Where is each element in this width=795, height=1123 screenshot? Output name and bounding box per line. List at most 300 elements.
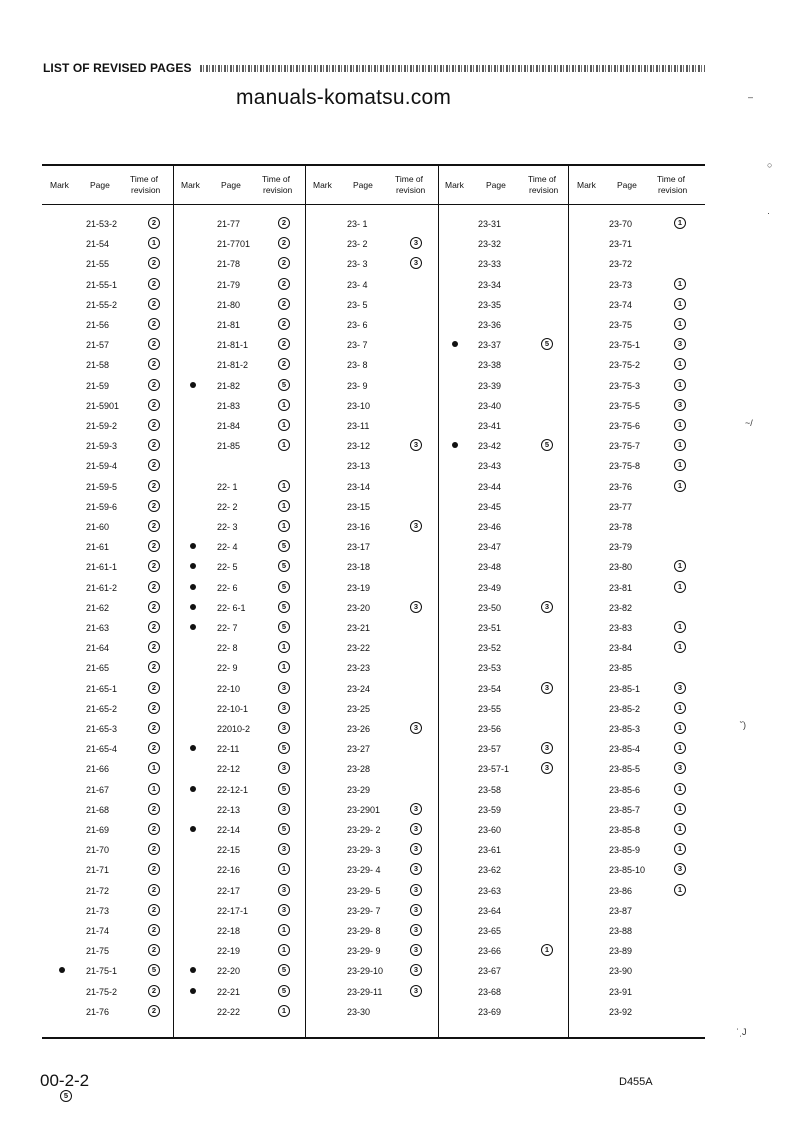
page-number-cell: 22-10-1 [217,703,249,714]
page-number-cell: 23-85-3 [609,724,641,734]
page-number-cell: 23-57 [478,744,502,755]
revision-number-badge: 1 [148,237,160,249]
page-number-cell: 22- 8 [217,643,238,654]
page-number-cell: 23-29- 4 [347,865,381,876]
page-number-cell: 21-57 [86,340,110,351]
revision-number-badge: 3 [410,924,422,936]
page-number-cell: 21-85 [217,441,241,452]
page-number-cell: 21-69 [86,825,110,835]
revision-number-badge: 2 [278,217,290,229]
page-number-cell: 22- 3 [217,522,238,532]
revision-number-badge: 2 [148,1005,160,1017]
page-number-cell: 21-76 [86,1006,110,1017]
revision-number-badge: 5 [278,540,290,552]
page-number-cell: 21-79 [217,279,241,290]
page-number-cell: 21-58 [86,360,110,371]
page-number-cell: 21-75 [86,946,110,957]
revision-number-badge: 1 [278,944,290,956]
page-number-cell: 23-2901 [347,804,381,815]
revision-number-badge: 1 [674,439,686,451]
page-number-cell: 21-55 [86,259,110,270]
page-number-cell: 23-75-5 [609,400,641,411]
page-number-cell: 21-66 [86,764,110,775]
revision-number-badge: 2 [148,500,160,512]
revision-number-badge: 3 [410,985,422,997]
revision-number-badge: 1 [674,419,686,431]
revision-number-badge: 2 [148,985,160,997]
page-number-cell: 23-28 [347,764,371,775]
page-number-cell: 23-80 [609,562,633,573]
page-number-cell: 23-44 [478,481,502,492]
page-number-cell: 23-45 [478,501,502,512]
revision-number-badge: 5 [278,601,290,613]
page-number-cell: 22- 6-1 [217,602,246,613]
page-number-cell: 23- 8 [347,360,368,371]
page-number-cell: 21-83 [217,400,241,411]
revision-number-badge: 1 [674,217,686,229]
revision-number-badge: 1 [674,884,686,896]
page-number-cell: 21-59-2 [86,421,118,431]
page-number-cell: 21-70 [86,845,110,856]
revision-number-badge: 3 [541,742,553,754]
revision-number-badge: 5 [278,581,290,593]
page-number-cell: 23-91 [609,986,633,997]
revision-number-badge: 1 [674,480,686,492]
page-title: LIST OF REVISED PAGES [43,61,192,75]
page-number-cell: 23-46 [478,522,502,532]
revision-number-badge: 1 [674,581,686,593]
page-number-cell: 22- 9 [217,663,238,674]
header-page: Page [486,180,506,190]
page-number-cell: 22- 7 [217,623,238,633]
header-page: Page [353,180,373,190]
revision-number-badge: 2 [278,298,290,310]
revision-number-badge: 2 [148,884,160,896]
page-number-cell: 23-85-4 [609,744,641,755]
page-number-cell: 23-90 [609,966,633,977]
page-number-cell: 23-13 [347,461,371,472]
revision-number-badge: 1 [278,439,290,451]
page-number-cell: 23-75-6 [609,421,641,431]
page-number-cell: 23-43 [478,461,502,472]
page-number-cell: 21-59-3 [86,441,118,452]
page-number-cell: 23-72 [609,259,633,270]
revision-mark-dot [190,967,196,973]
page-number-cell: 21-75-2 [86,986,118,997]
page-number-cell: 21-68 [86,804,110,815]
page-number-cell: 23-25 [347,703,371,714]
revision-number-badge: 1 [674,459,686,471]
revision-number-badge: 2 [278,358,290,370]
revision-number-badge: 2 [148,661,160,673]
header-page: Page [90,180,110,190]
page-number-cell: 23-54 [478,683,502,694]
page-number-cell: 23-68 [478,986,502,997]
page-number-cell: 23-75-8 [609,461,641,472]
revision-mark-dot [452,442,458,448]
page-number-cell: 23- 7 [347,340,368,351]
revision-number-badge: 2 [148,298,160,310]
revision-number-badge: 2 [148,419,160,431]
page-number-cell: 21-64 [86,643,110,654]
revision-number-badge: 2 [148,540,160,552]
page-number-cell: 21-84 [217,421,241,431]
revision-number-badge: 2 [278,278,290,290]
page-number-cell: 23-82 [609,602,633,613]
page-number-cell: 23-83 [609,623,633,633]
header-page: Page [221,180,241,190]
revision-number-badge: 3 [410,964,422,976]
page-number-cell: 22- 6 [217,582,238,593]
revision-number-badge: 3 [410,803,422,815]
page-number-cell: 22-15 [217,845,241,856]
page-number-cell: 23-85-7 [609,804,641,815]
page-number-cell: 23-26 [347,724,371,734]
revision-number-badge: 3 [278,884,290,896]
page-number-cell: 21-61 [86,542,110,553]
revision-number-badge: 3 [410,863,422,875]
revision-number-badge: 2 [148,601,160,613]
header-mark: Mark [445,180,464,190]
page-number-cell: 21-55-1 [86,279,118,290]
page-number-cell: 21-62 [86,602,110,613]
page-number-cell: 23-86 [609,885,633,896]
revision-number-badge: 2 [148,257,160,269]
revision-number-badge: 3 [278,762,290,774]
revision-number-badge: 1 [278,641,290,653]
page-number-cell: 22-16 [217,865,241,876]
page-number-cell: 23-56 [478,724,502,734]
page-number-cell: 23-24 [347,683,371,694]
page-number-cell: 22010-2 [217,724,251,734]
page-number-cell: 21-65-4 [86,744,118,755]
revision-number-badge: 1 [674,379,686,391]
scan-speck: ○ [767,160,773,170]
revision-number-badge: 1 [541,944,553,956]
page-number-cell: 23-85-9 [609,845,641,856]
scan-speck: ~/ [745,418,753,428]
revision-number-badge: 2 [148,722,160,734]
header-time-of-revision-line1: Time of [528,174,557,184]
revision-number-badge: 1 [674,358,686,370]
column-divider [568,164,569,1039]
scan-speck: ʿˌJ [736,1027,747,1037]
page-number-cell: 23-23 [347,663,371,674]
page-number-cell: 23- 3 [347,259,368,270]
revision-number-badge: 1 [674,702,686,714]
page-number-cell: 23-66 [478,946,502,957]
revision-number-badge: 2 [148,863,160,875]
page-number-cell: 23-84 [609,643,633,654]
page-number-cell: 22-20 [217,966,241,977]
revision-number-badge: 5 [541,439,553,451]
page-number-cell: 23-15 [347,501,371,512]
page-number-cell: 23-76 [609,481,633,492]
revision-number-badge: 2 [148,459,160,471]
page-number-cell: 23-19 [347,582,371,593]
page-number-cell: 23-58 [478,784,502,795]
page-number-cell: 23-32 [478,239,502,250]
revision-mark-dot [190,826,196,832]
page-number-cell: 23-70 [609,219,633,229]
revision-number-badge: 3 [410,439,422,451]
revision-number-badge: 1 [674,560,686,572]
page-number-cell: 23-29 [347,784,371,795]
page-number-cell: 22- 1 [217,481,238,492]
revision-number-badge: 2 [148,641,160,653]
header-time-of-revision-line2: revision [131,185,161,195]
revision-number-badge: 3 [410,843,422,855]
revision-number-badge: 2 [148,358,160,370]
page-number-cell: 23-60 [478,825,502,835]
page-number-cell: 23-39 [478,380,502,391]
revision-number-badge: 5 [278,742,290,754]
header-time-of-revision-line1: Time of [262,174,291,184]
revision-number-badge: 3 [278,803,290,815]
revision-number-badge: 3 [410,884,422,896]
revision-number-badge: 3 [278,904,290,916]
page-number-cell: 23-89 [609,946,633,957]
revision-mark-dot [190,786,196,792]
revision-number-badge: 5 [541,338,553,350]
page-number-cell: 21-56 [86,320,110,330]
revision-number-badge: 1 [278,661,290,673]
page-number-cell: 23-47 [478,542,502,553]
page-number-cell: 23-29- 9 [347,946,381,957]
page-number-cell: 23-85-6 [609,784,641,795]
revision-mark-dot [190,604,196,610]
table-bottom-rule [42,1037,705,1039]
page-number-cell: 23-10 [347,400,371,411]
page-revision-badge: 5 [60,1090,72,1102]
page-number-cell: 23-55 [478,703,502,714]
header-time-of-revision-line2: revision [658,185,688,195]
page-number-cell: 22-22 [217,1006,241,1017]
page-number-cell: 23-62 [478,865,502,876]
page-number-cell: 21-81-1 [217,340,249,351]
page-number-cell: 21-59-6 [86,501,118,512]
page-number-cell: 23- 2 [347,239,368,250]
page-number-cell: 23-50 [478,602,502,613]
revision-number-badge: 1 [278,500,290,512]
page-number-cell: 23-11 [347,421,370,431]
page-number-cell: 23-14 [347,481,371,492]
revision-number-badge: 2 [148,924,160,936]
page-number-cell: 23-49 [478,582,502,593]
page-number-cell: 22-12 [217,764,241,775]
page-number-cell: 21-80 [217,299,241,310]
page-number-cell: 23-18 [347,562,371,573]
revision-number-badge: 3 [541,601,553,613]
page-number-cell: 23-31 [478,219,502,229]
header-mark: Mark [50,180,69,190]
revision-number-badge: 2 [148,944,160,956]
page-number-cell: 21-54 [86,239,110,250]
revision-number-badge: 1 [674,621,686,633]
revision-number-badge: 5 [148,964,160,976]
page-number-cell: 23-71 [609,239,633,250]
revision-number-badge: 2 [148,217,160,229]
revision-number-badge: 1 [278,924,290,936]
header-time-of-revision-line1: Time of [130,174,159,184]
revision-number-badge: 1 [148,762,160,774]
header-time-of-revision-line1: Time of [395,174,424,184]
revision-number-badge: 3 [674,399,686,411]
revision-number-badge: 2 [148,742,160,754]
page-number-cell: 23-12 [347,441,371,452]
header-page: Page [617,180,637,190]
revision-number-badge: 3 [674,863,686,875]
revision-number-badge: 2 [148,823,160,835]
page-number-cell: 23-29-10 [347,966,384,977]
revision-number-badge: 1 [148,783,160,795]
page-number-cell: 21-65-3 [86,724,118,734]
page-number-cell: 23-59 [478,804,502,815]
page-number-cell: 23-61 [478,845,502,856]
revision-mark-dot [190,382,196,388]
page-number-cell: 23-20 [347,602,371,613]
page-number-cell: 23-64 [478,905,502,916]
page-number-cell: 23-74 [609,299,633,310]
page-number-cell: 23-52 [478,643,502,654]
page-number-cell: 23-42 [478,441,502,452]
page-number-cell: 22-14 [217,825,241,835]
revision-number-badge: 2 [148,682,160,694]
page-number-cell: 23-85-1 [609,683,641,694]
page-number-cell: 23-81 [609,582,633,593]
page-number-cell: 22- 2 [217,501,238,512]
revision-number-badge: 1 [278,863,290,875]
page-number-cell: 23-51 [478,623,502,633]
revision-number-badge: 5 [278,985,290,997]
revision-mark-dot [190,745,196,751]
revision-number-badge: 2 [148,904,160,916]
page-number-cell: 23-16 [347,522,371,532]
page-number-cell: 23-40 [478,400,502,411]
revision-number-badge: 1 [674,298,686,310]
page-number-cell: 21-5901 [86,400,120,411]
page-number-cell: 23- 6 [347,320,368,330]
revision-number-badge: 1 [674,823,686,835]
page-number-cell: 22-11 [217,744,240,755]
column-divider [305,164,306,1039]
header-time-of-revision-line2: revision [396,185,426,195]
page-number-cell: 23-85 [609,663,633,674]
header-time-of-revision-line2: revision [529,185,559,195]
revision-number-badge: 3 [278,682,290,694]
revision-number-badge: 3 [410,722,422,734]
revision-mark-dot [59,967,65,973]
page-number-cell: 23- 1 [347,219,368,229]
page-number-cell: 22-18 [217,926,241,936]
page-number-cell: 23-48 [478,562,502,573]
revision-number-badge: 2 [148,338,160,350]
page-number-cell: 23-57-1 [478,764,510,775]
page-number-cell: 23-29- 5 [347,885,381,896]
page-number-cell: 23-73 [609,279,633,290]
page-number-cell: 23-69 [478,1006,502,1017]
revision-number-badge: 5 [278,379,290,391]
revision-number-badge: 1 [278,1005,290,1017]
revision-number-badge: 5 [278,621,290,633]
page-number-cell: 23-75 [609,320,633,330]
revision-number-badge: 3 [410,257,422,269]
page-number-cell: 23-88 [609,926,633,936]
revision-number-badge: 1 [674,278,686,290]
revision-number-badge: 3 [674,762,686,774]
revision-number-badge: 1 [278,419,290,431]
revision-number-badge: 3 [410,520,422,532]
revision-number-badge: 1 [674,722,686,734]
page-number-cell: 23-85-8 [609,825,641,835]
revision-number-badge: 2 [148,318,160,330]
revision-number-badge: 3 [278,843,290,855]
scan-speck: – [748,92,754,102]
page-number-cell: 21-73 [86,905,110,916]
page-number-cell: 23-38 [478,360,502,371]
revision-mark-dot [190,988,196,994]
page-number-cell: 23-85-2 [609,703,641,714]
revision-number-badge: 2 [148,439,160,451]
page-number-cell: 23-36 [478,320,502,330]
scan-speck: · [767,208,770,218]
page-number-cell: 21-75-1 [86,966,118,977]
page-number-cell: 21-81-2 [217,360,249,371]
page-number-cell: 23-75-1 [609,340,641,351]
page-number-cell: 21-67 [86,784,110,795]
page-number-cell: 22- 5 [217,562,238,573]
page-number-cell: 23-22 [347,643,371,654]
revision-number-badge: 1 [674,742,686,754]
revision-number-badge: 2 [278,318,290,330]
header-time-of-revision-line2: revision [263,185,293,195]
page-number-cell: 21-7701 [217,239,251,250]
page-number-cell: 23-65 [478,926,502,936]
page-number-cell: 23-63 [478,885,502,896]
page-number-cell: 23-79 [609,542,633,553]
page-number-cell: 23-29-11 [347,986,383,997]
page-number-cell: 22-12-1 [217,784,249,795]
revision-mark-dot [190,584,196,590]
page-number-cell: 21-61-1 [86,562,118,573]
revision-number-badge: 3 [278,722,290,734]
page-number-cell: 21-82 [217,380,241,391]
page-number-cell: 23-92 [609,1006,633,1017]
page-number-cell: 22-19 [217,946,241,957]
revision-number-badge: 1 [278,480,290,492]
page-number-cell: 23-85-5 [609,764,641,775]
page-number-cell: 21-55-2 [86,299,118,310]
page-number-cell: 21-65-1 [86,683,118,694]
revision-number-badge: 2 [278,338,290,350]
revision-number-badge: 3 [278,702,290,714]
revision-number-badge: 2 [148,803,160,815]
page-number-cell: 22-10 [217,683,241,694]
table-top-rule [42,164,705,166]
page-number-cell: 22-21 [217,986,241,997]
page-number-cell: 23-29- 7 [347,905,381,916]
page-number-cell: 23-21 [347,623,371,633]
page-number-cell: 21-60 [86,522,110,532]
page-number-cell: 21-72 [86,885,110,896]
revision-number-badge: 3 [410,904,422,916]
revision-number-badge: 2 [148,480,160,492]
table-header-rule [42,204,705,205]
revision-number-badge: 3 [674,338,686,350]
page-number-cell: 23-87 [609,905,633,916]
page-number-cell: 23-34 [478,279,502,290]
header-mark: Mark [313,180,332,190]
